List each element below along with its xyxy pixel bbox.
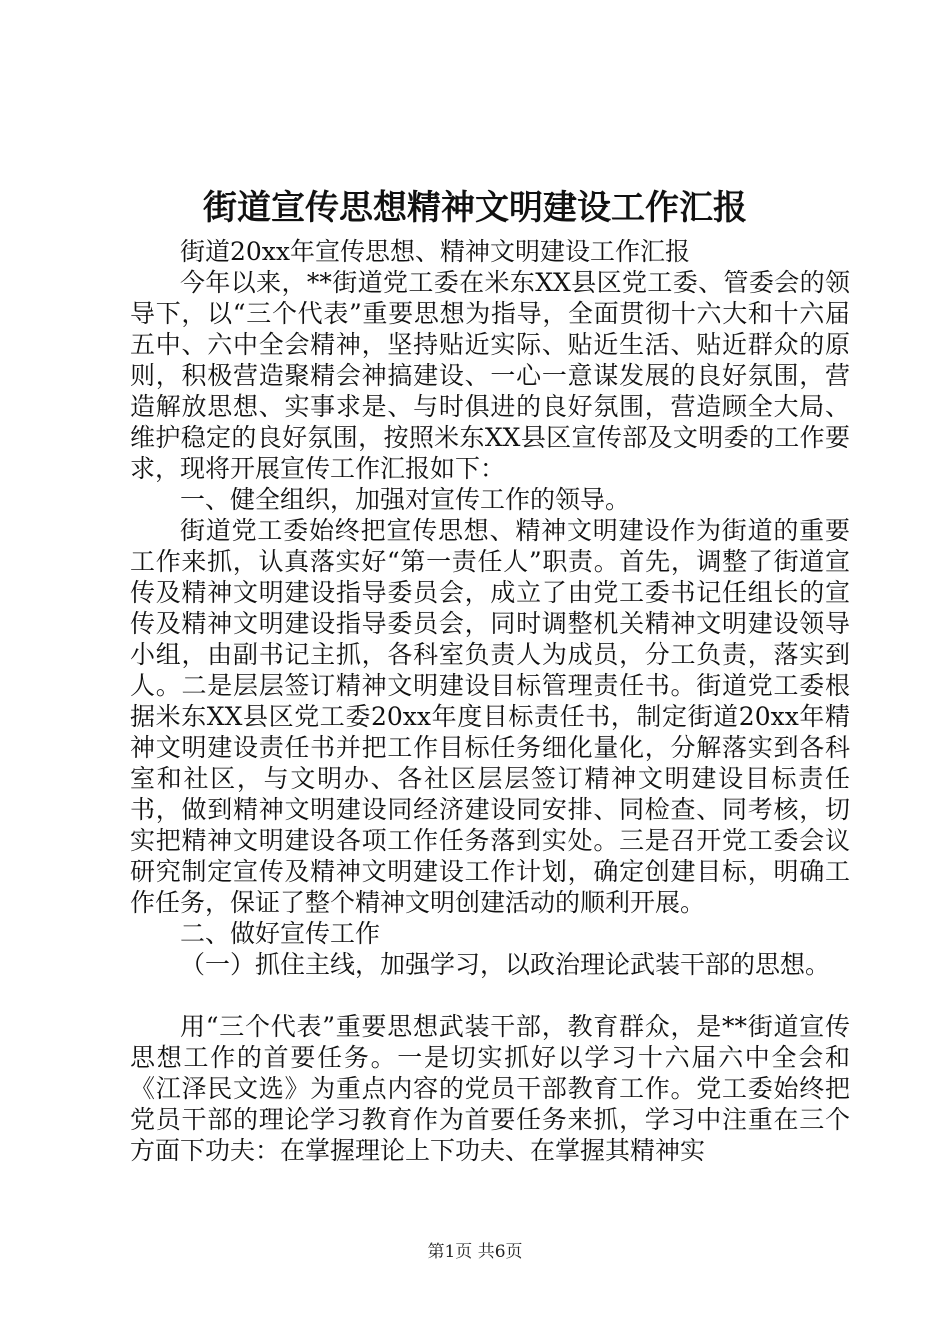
section-heading-1: 一、健全组织，加强对宣传工作的领导。 xyxy=(180,485,631,514)
section-heading-2: 二、做好宣传工作 xyxy=(180,919,381,948)
subsection-1-paragraph: 用“三个代表”重要思想武装干部，教育群众，是**街道宣传思想工作的首要任务。一是切实抓好以学习十六届六中全会和《江泽民文选》为重点内容的党员干部教育工作。党工委始终把党员干部的理论学习教育作为首要任务来抓，学习中注重在三个方面下功夫：在掌握理论上下功夫、在掌握其精神实 xyxy=(130,1012,850,1165)
document-title: 街道宣传思想精神文明建设工作汇报 xyxy=(203,188,747,228)
subtitle-paragraph: 街道20xx年宣传思想、精神文明建设工作汇报 xyxy=(180,237,691,266)
section-1-paragraph: 街道党工委始终把宣传思想、精神文明建设作为街道的重要工作来抓，认真落实好“第一责任人”职责。首先，调整了街道宣传及精神文明建设指导委员会，成立了由党工委书记任组长的宣传及精神文明建设指导委员会，同时调整机关精神文明建设领导小组，由副书记主抓，各科室负责人为成员，分工负责，落实到人。二是层层签订精神文明建设目标管理责任书。街道党工委根据米东XX县区党工委20xx年度目标责任书，制定街道20xx年精神文明建设责任书并把工作目标任务细化量化，分解落实到各科室和社区，与文明办、各社区层层签订精神文明建设目标责任书，做到精神文明建设同经济建设同安排、同检查、同考核，切实把精神文明建设各项工作任务落到实处。三是召开党工委会议研究制定宣传及精神文明建设工作计划，确定创建目标，明确工作任务，保证了整个精神文明创建活动的顺利开展。 xyxy=(130,516,850,917)
page-number-footer: 第1页 共6页 xyxy=(427,1242,523,1262)
intro-paragraph: 今年以来，**街道党工委在米东XX县区党工委、管委会的领导下，以“三个代表”重要思想为指导，全面贯彻十六大和十六届五中、六中全会精神，坚持贴近实际、贴近生活、贴近群众的原则，积极营造聚精会神搞建设、一心一意谋发展的良好氛围，营造解放思想、实事求是、与时俱进的良好氛围，营造顾全大局、维护稳定的良好氛围，按照米东XX县区宣传部及文明委的工作要求，现将开展宣传工作汇报如下： xyxy=(130,268,850,483)
subsection-heading-1: （一）抓住主线，加强学习，以政治理论武装干部的思想。 xyxy=(180,950,831,979)
document-body xyxy=(130,236,850,1166)
